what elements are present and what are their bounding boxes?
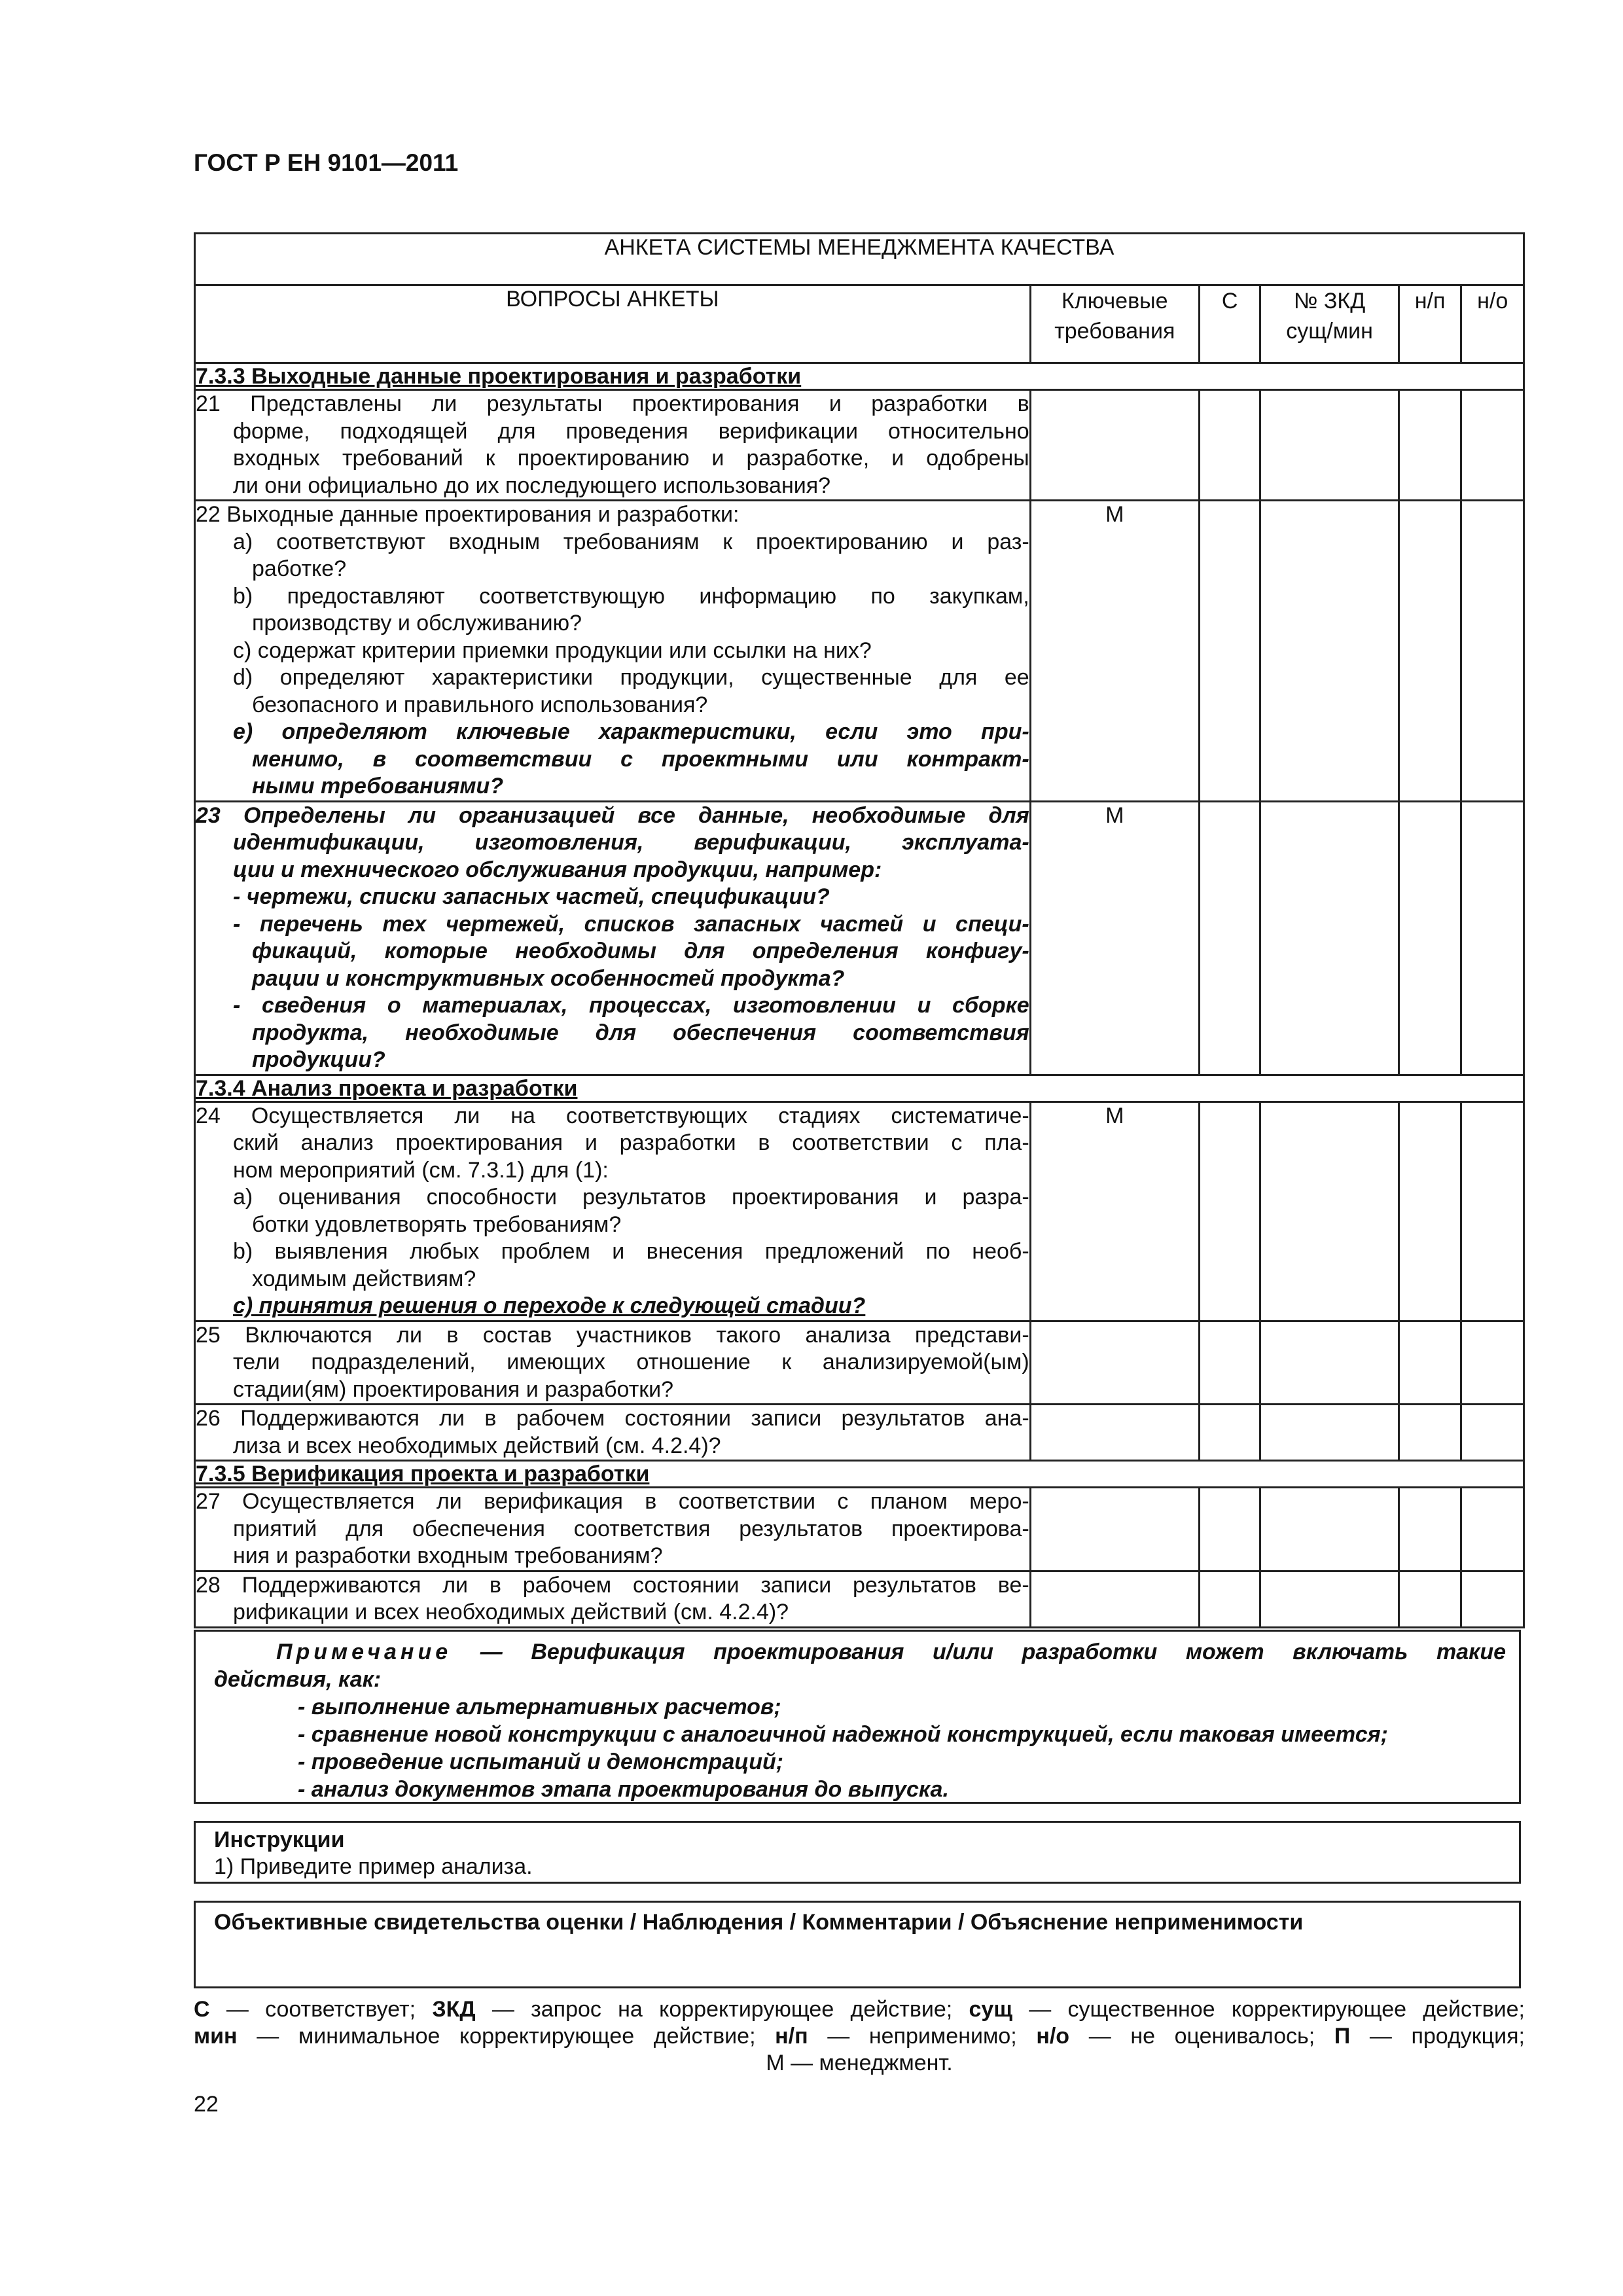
no-cell[interactable] [1461, 1571, 1524, 1627]
zkd-cell[interactable] [1260, 390, 1399, 501]
table-row [195, 1321, 1524, 1405]
question-line: 22 Выходные данные проектирования и разработки: [196, 502, 740, 527]
questionnaire-table [194, 232, 1525, 1628]
question-line: 21 Представлены ли результаты проектирования и разработки в [196, 391, 1029, 416]
section-7-3-5: 7.3.5 Верификация проекта и разработки [195, 1461, 1524, 1488]
note-item: - выполнение альтернативных расчетов; [298, 1695, 781, 1719]
question-line: продукта, необходимые для обеспечения соответствия [252, 1020, 1029, 1045]
zkd-cell[interactable] [1260, 501, 1399, 802]
section-row [195, 1075, 1524, 1102]
question-25 [195, 1321, 1031, 1405]
legend-abbr: н/о [1036, 2024, 1070, 2049]
legend-abbr: М [766, 2051, 785, 2075]
section-row [195, 363, 1524, 390]
key-requirement-cell: М [1030, 801, 1199, 1075]
question-24 [195, 1102, 1031, 1321]
zkd-cell[interactable] [1260, 1405, 1399, 1461]
question-line: b) выявления любых проблем и внесения предложений по необ- [233, 1239, 1029, 1264]
table-row [195, 390, 1524, 501]
column-header-row [195, 285, 1524, 363]
question-line: a) соответствуют входным требованиям к проектированию и раз- [233, 529, 1029, 554]
question-line: ции и технического обслуживания продукции, например: [233, 857, 882, 882]
np-cell[interactable] [1399, 1102, 1461, 1321]
question-23 [195, 801, 1031, 1075]
col-header-np: н/п [1399, 285, 1461, 363]
document-code: ГОСТ Р ЕН 9101—2011 [194, 149, 459, 176]
question-line: ными требованиями? [252, 774, 504, 798]
table-row [195, 1571, 1524, 1627]
legend-abbr: П [1334, 2024, 1351, 2049]
np-cell[interactable] [1399, 1571, 1461, 1627]
question-line: ботки удовлетворять требованиям? [252, 1211, 622, 1237]
col-header-c: С [1199, 285, 1260, 363]
evidence-title: Объективные свидетельства оценки / Наблюдения / Комментарии / Объяснение неприменимости [214, 1910, 1304, 1935]
key-requirement-cell [1030, 1571, 1199, 1627]
c-cell[interactable] [1199, 390, 1260, 501]
col-header-no: н/о [1461, 285, 1524, 363]
question-line: входных требований к проектированию и разработке, и одобрены [233, 446, 1029, 471]
question-line: форме, подходящей для проведения верификации относительно [233, 418, 1029, 444]
question-line: работке? [252, 556, 347, 581]
question-line: 27 Осуществляется ли верификация в соответствии с планом меро- [196, 1489, 1029, 1514]
question-line: 28 Поддерживаются ли в рабочем состоянии записи результатов ве- [196, 1572, 1029, 1598]
key-requirement-cell: М [1030, 501, 1199, 802]
no-cell[interactable] [1461, 390, 1524, 501]
question-line: лиза и всех необходимых действий (см. 4.2.4)? [233, 1433, 721, 1458]
question-line: a) оценивания способности результатов проектирования и разра- [233, 1185, 1029, 1210]
question-line: фикаций, которые необходимы для определения конфигу- [252, 939, 1029, 963]
key-requirement-cell [1030, 390, 1199, 501]
question-line: ном мероприятий (см. 7.3.1) для (1): [233, 1157, 609, 1183]
legend-abbr: н/п [775, 2024, 808, 2049]
legend-abbr: С [194, 1997, 210, 2022]
question-line: рации и конструктивных особенностей продукта? [252, 965, 845, 991]
question-line: ли они официально до их последующего использования? [233, 473, 831, 498]
question-line: приятий для обеспечения соответствия результатов проектирова- [233, 1516, 1029, 1541]
legend-text: — продукция; [1350, 2024, 1525, 2049]
col-header-questions: ВОПРОСЫ АНКЕТЫ [195, 285, 1031, 363]
legend-text: — соответствует; [209, 1997, 433, 2022]
legend-abbr: ЗКД [432, 1997, 476, 2022]
question-line: продукции? [252, 1047, 385, 1072]
np-cell[interactable] [1399, 501, 1461, 802]
col-header-key-requirements [1030, 285, 1199, 363]
legend-line1 [194, 1996, 1525, 2023]
note-line2: действия, как: [214, 1667, 382, 1692]
col-header-key-line1: Ключевые [1061, 289, 1168, 314]
np-cell[interactable] [1399, 1488, 1461, 1571]
question-line: рификации и всех необходимых действий (см. 4.2.4)? [233, 1600, 789, 1624]
table-row [195, 1102, 1524, 1321]
c-cell[interactable] [1199, 1405, 1260, 1461]
legend-text: — менеджмент. [784, 2051, 953, 2075]
legend-text: — минимальное корректирующее действие; [237, 2024, 776, 2049]
no-cell[interactable] [1461, 501, 1524, 802]
no-cell[interactable] [1461, 1321, 1524, 1405]
zkd-cell[interactable] [1260, 1488, 1399, 1571]
col-header-key-line2: требования [1054, 319, 1175, 344]
question-line: менимо, в соответствии с проектными или контракт- [252, 746, 1029, 772]
instructions-box [194, 1821, 1521, 1884]
question-line: 24 Осуществляется ли на соответствующих стадиях систематиче- [196, 1103, 1029, 1128]
section-7-3-4: 7.3.4 Анализ проекта и разработки [195, 1075, 1524, 1102]
table-title-row [195, 234, 1524, 285]
no-cell[interactable] [1461, 1405, 1524, 1461]
np-cell[interactable] [1399, 390, 1461, 501]
legend-line2 [194, 2023, 1525, 2050]
zkd-cell[interactable] [1260, 801, 1399, 1075]
no-cell[interactable] [1461, 1102, 1524, 1321]
question-line: - чертежи, списки запасных частей, спецификации? [233, 884, 830, 909]
note-box [194, 1630, 1521, 1804]
instructions-text: 1) Приведите пример анализа. [214, 1854, 533, 1879]
section-row [195, 1461, 1524, 1488]
table-row [195, 801, 1524, 1075]
table-row [195, 501, 1524, 802]
np-cell[interactable] [1399, 801, 1461, 1075]
legend-line3 [194, 2050, 1525, 2077]
zkd-cell[interactable] [1260, 1571, 1399, 1627]
question-line: 25 Включаются ли в состав участников такого анализа представи- [196, 1322, 1029, 1348]
legend-text: — не оценивалось; [1069, 2024, 1334, 2049]
col-header-zkd-line2: сущ/мин [1286, 319, 1373, 344]
table-row [195, 1405, 1524, 1461]
question-line: - сведения о материалах, процессах, изготовлении и сборке [233, 993, 1029, 1018]
zkd-cell[interactable] [1260, 1102, 1399, 1321]
np-cell[interactable] [1399, 1405, 1461, 1461]
question-line: производству и обслуживанию? [252, 611, 582, 636]
key-requirement-cell [1030, 1488, 1199, 1571]
legend-abbr: мин [194, 2024, 238, 2049]
no-cell[interactable] [1461, 801, 1524, 1075]
question-line: 23 Определены ли организацией все данные, необходимые для [196, 802, 1029, 828]
key-requirement-cell [1030, 1321, 1199, 1405]
question-28 [195, 1571, 1031, 1627]
legend-text: — неприменимо; [808, 2024, 1037, 2049]
legend [194, 1996, 1525, 2077]
col-header-zkd [1260, 285, 1399, 363]
question-line: тели подразделений, имеющих отношение к анализируемой(ым) [233, 1350, 1029, 1374]
note-first-line [214, 1638, 1506, 1666]
evidence-box[interactable] [194, 1901, 1521, 1988]
note-item: - проведение испытаний и демонстраций; [298, 1749, 784, 1774]
question-line: идентификации, изготовления, верификации, эксплуата- [233, 830, 1029, 855]
question-27 [195, 1488, 1031, 1571]
no-cell[interactable] [1461, 1488, 1524, 1571]
key-requirement-cell: М [1030, 1102, 1199, 1321]
question-line: e) определяют ключевые характеристики, если это при- [233, 719, 1029, 744]
question-line: c) содержат критерии приемки продукции или ссылки на них? [233, 637, 872, 663]
section-7-3-3: 7.3.3 Выходные данные проектирования и разработки [195, 363, 1524, 390]
c-cell[interactable] [1199, 1488, 1260, 1571]
legend-text: — запрос на корректирующее действие; [475, 1997, 969, 2022]
c-cell[interactable] [1199, 501, 1260, 802]
zkd-cell[interactable] [1260, 1321, 1399, 1405]
np-cell[interactable] [1399, 1321, 1461, 1405]
page-number: 22 [194, 2092, 219, 2117]
note-item: - сравнение новой конструкции с аналогичной надежной конструкцией, если таковая имеется; [298, 1722, 1388, 1747]
question-22 [195, 501, 1031, 802]
note-item: - анализ документов этапа проектирования до выпуска. [298, 1777, 949, 1802]
question-line: b) предоставляют соответствующую информацию по закупкам, [233, 583, 1029, 609]
question-line: 26 Поддерживаются ли в рабочем состоянии записи результатов ана- [196, 1406, 1029, 1431]
col-header-zkd-line1: № ЗКД [1293, 289, 1366, 314]
question-line: ния и разработки входным требованиям? [233, 1543, 663, 1568]
question-line: ский анализ проектирования и разработки в соответствии с пла- [233, 1130, 1029, 1155]
legend-text: — существенное корректирующее действие; [1012, 1997, 1525, 2022]
question-line: стадии(ям) проектирования и разработки? [233, 1376, 674, 1402]
question-line: - перечень тех чертежей, списков запасных частей и специ- [233, 911, 1029, 937]
table-row [195, 1488, 1524, 1571]
instructions-title: Инструкции [214, 1827, 345, 1852]
note-text: — Верификация проектирования и/или разработки может включать такие [452, 1640, 1506, 1664]
c-cell[interactable] [1199, 1571, 1260, 1627]
question-line: d) определяют характеристики продукции, существенные для ее [233, 665, 1029, 690]
note-label: Примечание [276, 1640, 452, 1664]
question-line: безопасного и правильного использования? [252, 692, 708, 717]
question-line: c) принятия решения о переходе к следующей стадии? [233, 1293, 866, 1318]
legend-abbr: сущ [969, 1997, 1013, 2022]
question-line: ходимым действиям? [252, 1266, 476, 1291]
key-requirement-cell [1030, 1405, 1199, 1461]
c-cell[interactable] [1199, 1102, 1260, 1321]
c-cell[interactable] [1199, 1321, 1260, 1405]
question-21 [195, 390, 1031, 501]
table-title: АНКЕТА СИСТЕМЫ МЕНЕДЖМЕНТА КАЧЕСТВА [195, 234, 1524, 285]
c-cell[interactable] [1199, 801, 1260, 1075]
question-26 [195, 1405, 1031, 1461]
